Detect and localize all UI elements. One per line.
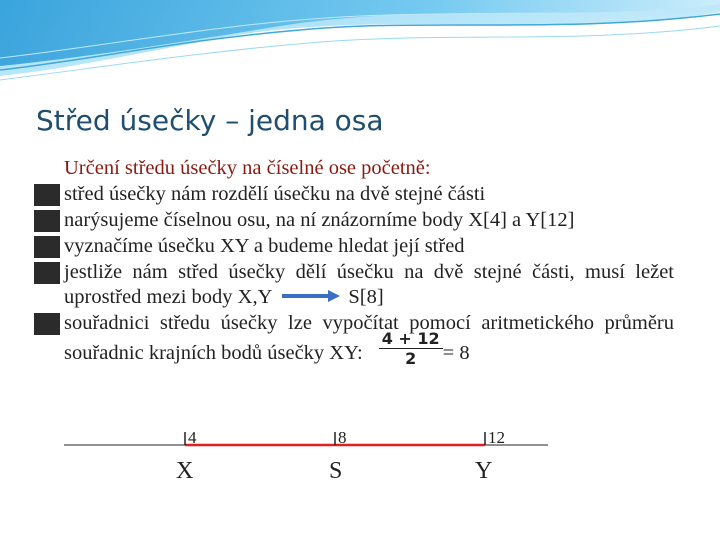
header-wave-decoration xyxy=(0,0,720,92)
slide-title: Střed úsečky – jedna osa xyxy=(36,104,384,137)
slide-body xyxy=(34,156,674,374)
average-fraction xyxy=(379,329,443,368)
bullet-icon xyxy=(34,262,60,284)
fraction-result: = 8 xyxy=(442,342,470,365)
list-item xyxy=(34,208,674,233)
bullet-icon xyxy=(34,236,60,258)
bullet-icon xyxy=(34,184,60,206)
tick-label: 4 xyxy=(188,428,197,447)
fraction-numerator: 4 + 12 xyxy=(379,329,443,349)
point-label-s: S xyxy=(329,458,343,484)
bullet-icon xyxy=(34,210,60,232)
point-label-x: X xyxy=(176,458,194,484)
tick-label: 12 xyxy=(488,428,505,447)
number-line xyxy=(0,420,720,490)
bullet-icon xyxy=(34,313,60,335)
item-text: narýsujeme číselnou osu, na ní znázorníme body X[4] a Y[12] xyxy=(64,209,575,231)
list-item xyxy=(34,311,674,375)
fraction-denominator: 2 xyxy=(405,349,417,368)
midpoint-result: S[8] xyxy=(348,285,384,308)
right-arrow-icon xyxy=(282,290,340,302)
item-text: vyznačíme úsečku XY a budeme hledat její střed xyxy=(64,235,465,257)
list-item xyxy=(34,234,674,259)
list-item xyxy=(34,182,674,207)
item-text: střed úsečky nám rozdělí úsečku na dvě stejné části xyxy=(64,183,486,205)
point-label-y: Y xyxy=(475,458,493,484)
intro-text: Určení středu úsečky na číselné ose početně: xyxy=(64,157,431,179)
list-item xyxy=(34,260,674,309)
tick-label: 8 xyxy=(338,428,347,447)
item-text: jestliže nám střed úsečky dělí úsečku na dvě stejné části, musí ležet uprostřed mezi body X,Y xyxy=(64,261,674,308)
item-text: souřadnici středu úsečky lze vypočítat pomocí aritmetického průměru souřadnic krajních bodů úsečky XY: xyxy=(64,311,674,365)
